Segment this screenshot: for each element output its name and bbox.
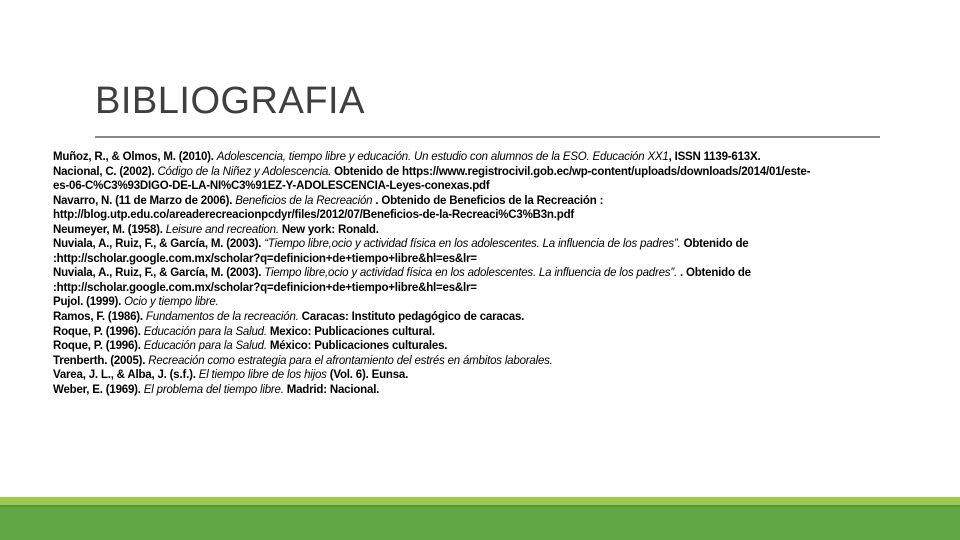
bib-text-segment: Trenberth. (2005).: [53, 354, 149, 367]
bib-text-segment: Muñoz, R., & Olmos, M. (2010).: [53, 151, 217, 163]
bib-text-segment: Pujol. (1999).: [53, 296, 125, 309]
bib-text-segment: http://blog.utp.edu.co/areaderecreacionpcdyr/files/2012/07/Beneficios-de-la-Recreaci%C3%B3n.pdf: [53, 209, 575, 222]
bibliography-line: [53, 368, 923, 383]
bibliography-line: [53, 165, 923, 180]
bib-text-segment: Varea, J. L., & Alba, J. (s.f.).: [53, 369, 199, 382]
bib-text-segment: Navarro, N. (11 de Marzo de 2006).: [53, 194, 236, 207]
bib-text-segment: Madrid: Nacional.: [286, 383, 380, 396]
bib-text-segment: :http://scholar.google.com.mx/scholar?q=definicion+de+tiempo+libre&hl=es&lr=: [53, 281, 477, 294]
bibliography-line: [53, 194, 923, 209]
bib-text-segment: México: Publicaciones culturales.: [269, 340, 448, 353]
bibliography-line: [53, 150, 923, 165]
bib-text-segment: Weber, E. (1969).: [53, 383, 144, 396]
title-underline-rule: [95, 136, 880, 138]
bib-text-segment: :http://scholar.google.com.mx/scholar?q=definicion+de+tiempo+libre&hl=es&lr=: [53, 252, 477, 265]
bib-work-title-segment: Leisure and recreation.: [165, 223, 282, 236]
bib-text-segment: Mexico: Publicaciones cultural.: [269, 325, 435, 338]
bottom-accent-bar: [0, 497, 960, 540]
bib-work-title-segment: Fundamentos de la recreación.: [145, 311, 302, 324]
bib-work-title-segment: Código de la Niñez y Adolescencia.: [157, 165, 335, 178]
bib-work-title-segment: El tiempo libre de los hijos: [198, 369, 330, 382]
bibliography-line: [53, 179, 923, 194]
bib-text-segment: . Obtenido de: [679, 267, 751, 280]
bib-text-segment: Nuviala, A., Ruiz, F., & García, M. (2003).: [53, 238, 265, 251]
bibliography-line: [53, 208, 923, 223]
bibliography-line: [53, 252, 923, 267]
bib-text-segment: es-06-C%C3%93DIGO-DE-LA-NI%C3%91EZ-Y-ADOLESCENCIA-Leyes-conexas.pdf: [53, 180, 490, 193]
bib-text-segment: Neumeyer, M. (1958).: [53, 223, 166, 236]
bib-text-segment: Ramos, F. (1986).: [53, 311, 146, 324]
bib-work-title-segment: El problema del tiempo libre.: [143, 383, 287, 396]
bib-work-title-segment: “Tiempo libre,ocio y actividad física en los adolescentes. La influencia de los padres”.: [264, 238, 684, 251]
bibliography-line: [53, 266, 923, 281]
bib-text-segment: Nuviala, A., Ruiz, F., & García, M. (2003).: [53, 267, 265, 280]
bib-text-segment: Obtenido de: [683, 238, 749, 251]
bib-text-segment: Caracas: Instituto pedagógico de caracas.: [301, 311, 525, 324]
bib-text-segment: Obtenido de https://www.registrocivil.gob.ec/wp-content/uploads/downloads/2014/01/este-: [334, 165, 811, 178]
bib-text-segment: . Obtenido de Beneficios de la Recreación :: [375, 194, 604, 207]
bib-work-title-segment: Educación para la Salud.: [143, 325, 270, 338]
bibliography-line: [53, 237, 923, 252]
bib-work-title-segment: Tiempo libre,ocio y actividad física en los adolescentes. La influencia de los padres”.: [264, 267, 680, 280]
bib-text-segment: , ISSN 1139-613X.: [668, 151, 761, 163]
bibliography-line: [53, 339, 923, 354]
bibliography-line: [53, 281, 923, 296]
bib-work-title-segment: Beneficios de la Recreación: [235, 194, 376, 207]
bib-text-segment: Roque, P. (1996).: [53, 340, 144, 353]
bib-text-segment: Roque, P. (1996).: [53, 325, 144, 338]
bibliography-line: [53, 383, 923, 398]
bib-text-segment: Nacional, C. (2002).: [53, 165, 158, 178]
bibliography-line: [53, 223, 923, 238]
bibliography-list: [53, 150, 923, 397]
bib-work-title-segment: Educación para la Salud.: [143, 340, 270, 353]
bibliography-line: [53, 295, 923, 310]
bib-text-segment: (Vol. 6). Eunsa.: [329, 369, 409, 382]
bottom-bar-light-stripe: [0, 497, 960, 505]
bib-work-title-segment: Adolescencia, tiempo libre y educación. Un estudio con alumnos de la ESO. Educación XX1: [216, 151, 669, 163]
bib-work-title-segment: Ocio y tiempo libre.: [124, 296, 219, 309]
bottom-bar-main-stripe: [0, 507, 960, 540]
bib-text-segment: New york: Ronald.: [281, 223, 379, 236]
bibliography-line: [53, 325, 923, 340]
bibliography-line: [53, 310, 923, 325]
bib-work-title-segment: Recreación como estrategia para el afrontamiento del estrés en ámbitos laborales.: [148, 354, 553, 367]
bibliography-line: [53, 354, 923, 369]
slide-title: BIBLIOGRAFIA: [95, 80, 365, 122]
